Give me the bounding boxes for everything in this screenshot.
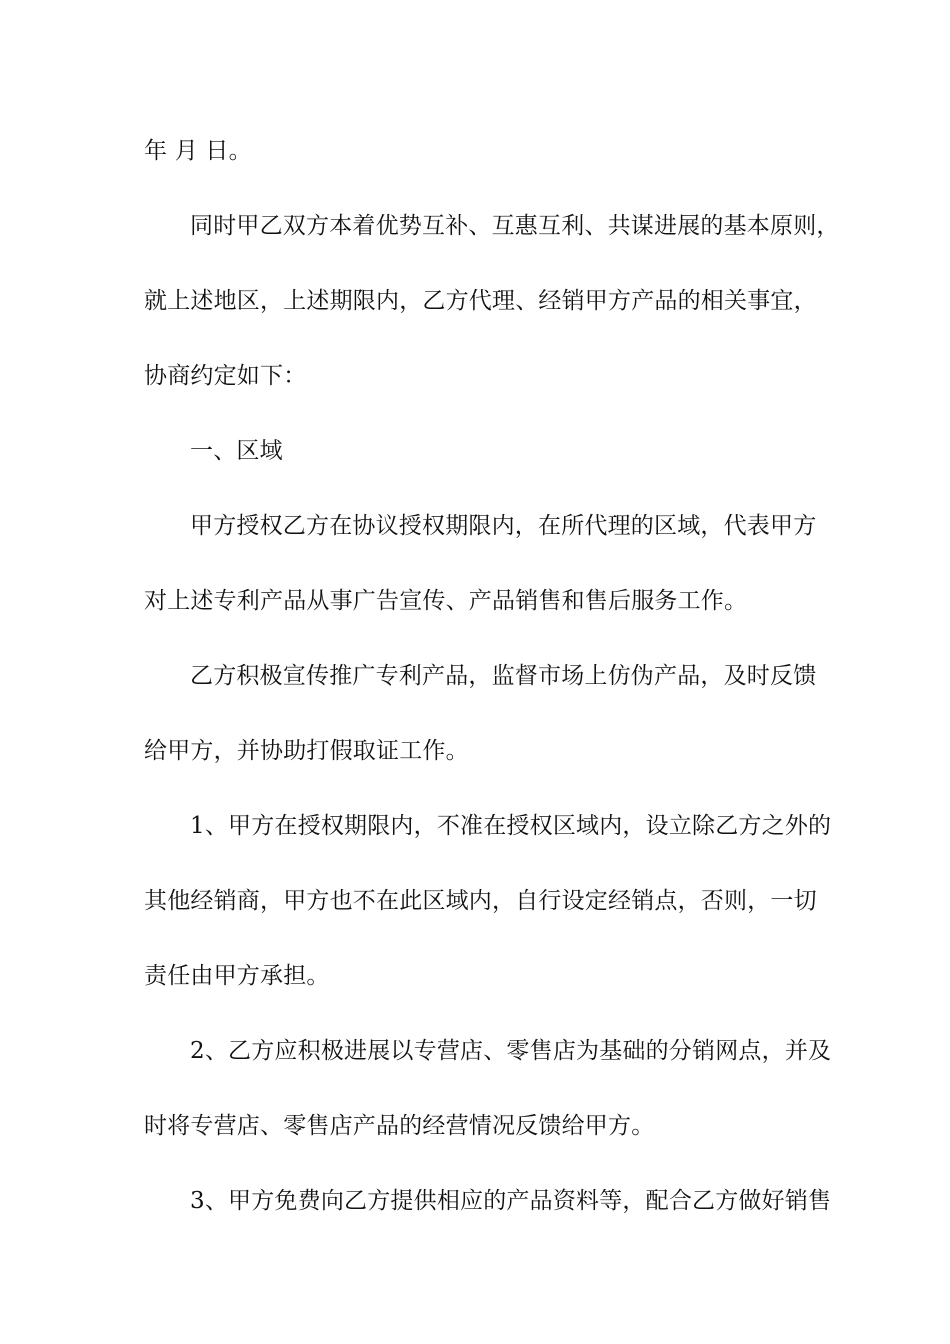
- clause-3-line-1: 3、甲方免费向乙方提供相应的产品资料等，配合乙方做好销售: [190, 1188, 832, 1214]
- clause-2-line-2: 时将专营店、零售店产品的经营情况反馈给甲方。: [144, 1113, 655, 1139]
- paragraph-principles-line-2: 就上述地区，上述期限内，乙方代理、经销甲方产品的相关事宜，: [144, 288, 817, 314]
- paragraph-promotion-line-1: 乙方积极宣传推广专利产品，监督市场上仿伪产品，及时反馈: [190, 663, 817, 689]
- paragraph-authorization-line-2: 对上述专利产品从事广告宣传、产品销售和售后服务工作。: [144, 588, 748, 614]
- clause-2-line-1: 2、乙方应积极进展以专营店、零售店为基础的分销网点，并及: [190, 1038, 832, 1064]
- section-heading-region: 一、区域: [190, 438, 283, 464]
- paragraph-principles-line-3: 协商约定如下：: [144, 363, 307, 389]
- clause-1-line-1: 1、甲方在授权期限内，不准在授权区域内，设立除乙方之外的: [190, 813, 832, 839]
- paragraph-authorization-line-1: 甲方授权乙方在协议授权期限内，在所代理的区域，代表甲方: [190, 513, 817, 539]
- paragraph-promotion-line-2: 给甲方，并协助打假取证工作。: [144, 738, 469, 764]
- paragraph-principles-line-1: 同时甲乙双方本着优势互补、互惠互利、共谋进展的基本原则，: [190, 213, 840, 239]
- text-line-date: 年 月 日。: [144, 138, 252, 164]
- clause-1-line-3: 责任由甲方承担。: [144, 963, 330, 989]
- clause-1-line-2: 其他经销商，甲方也不在此区域内，自行设定经销点，否则，一切: [144, 888, 817, 914]
